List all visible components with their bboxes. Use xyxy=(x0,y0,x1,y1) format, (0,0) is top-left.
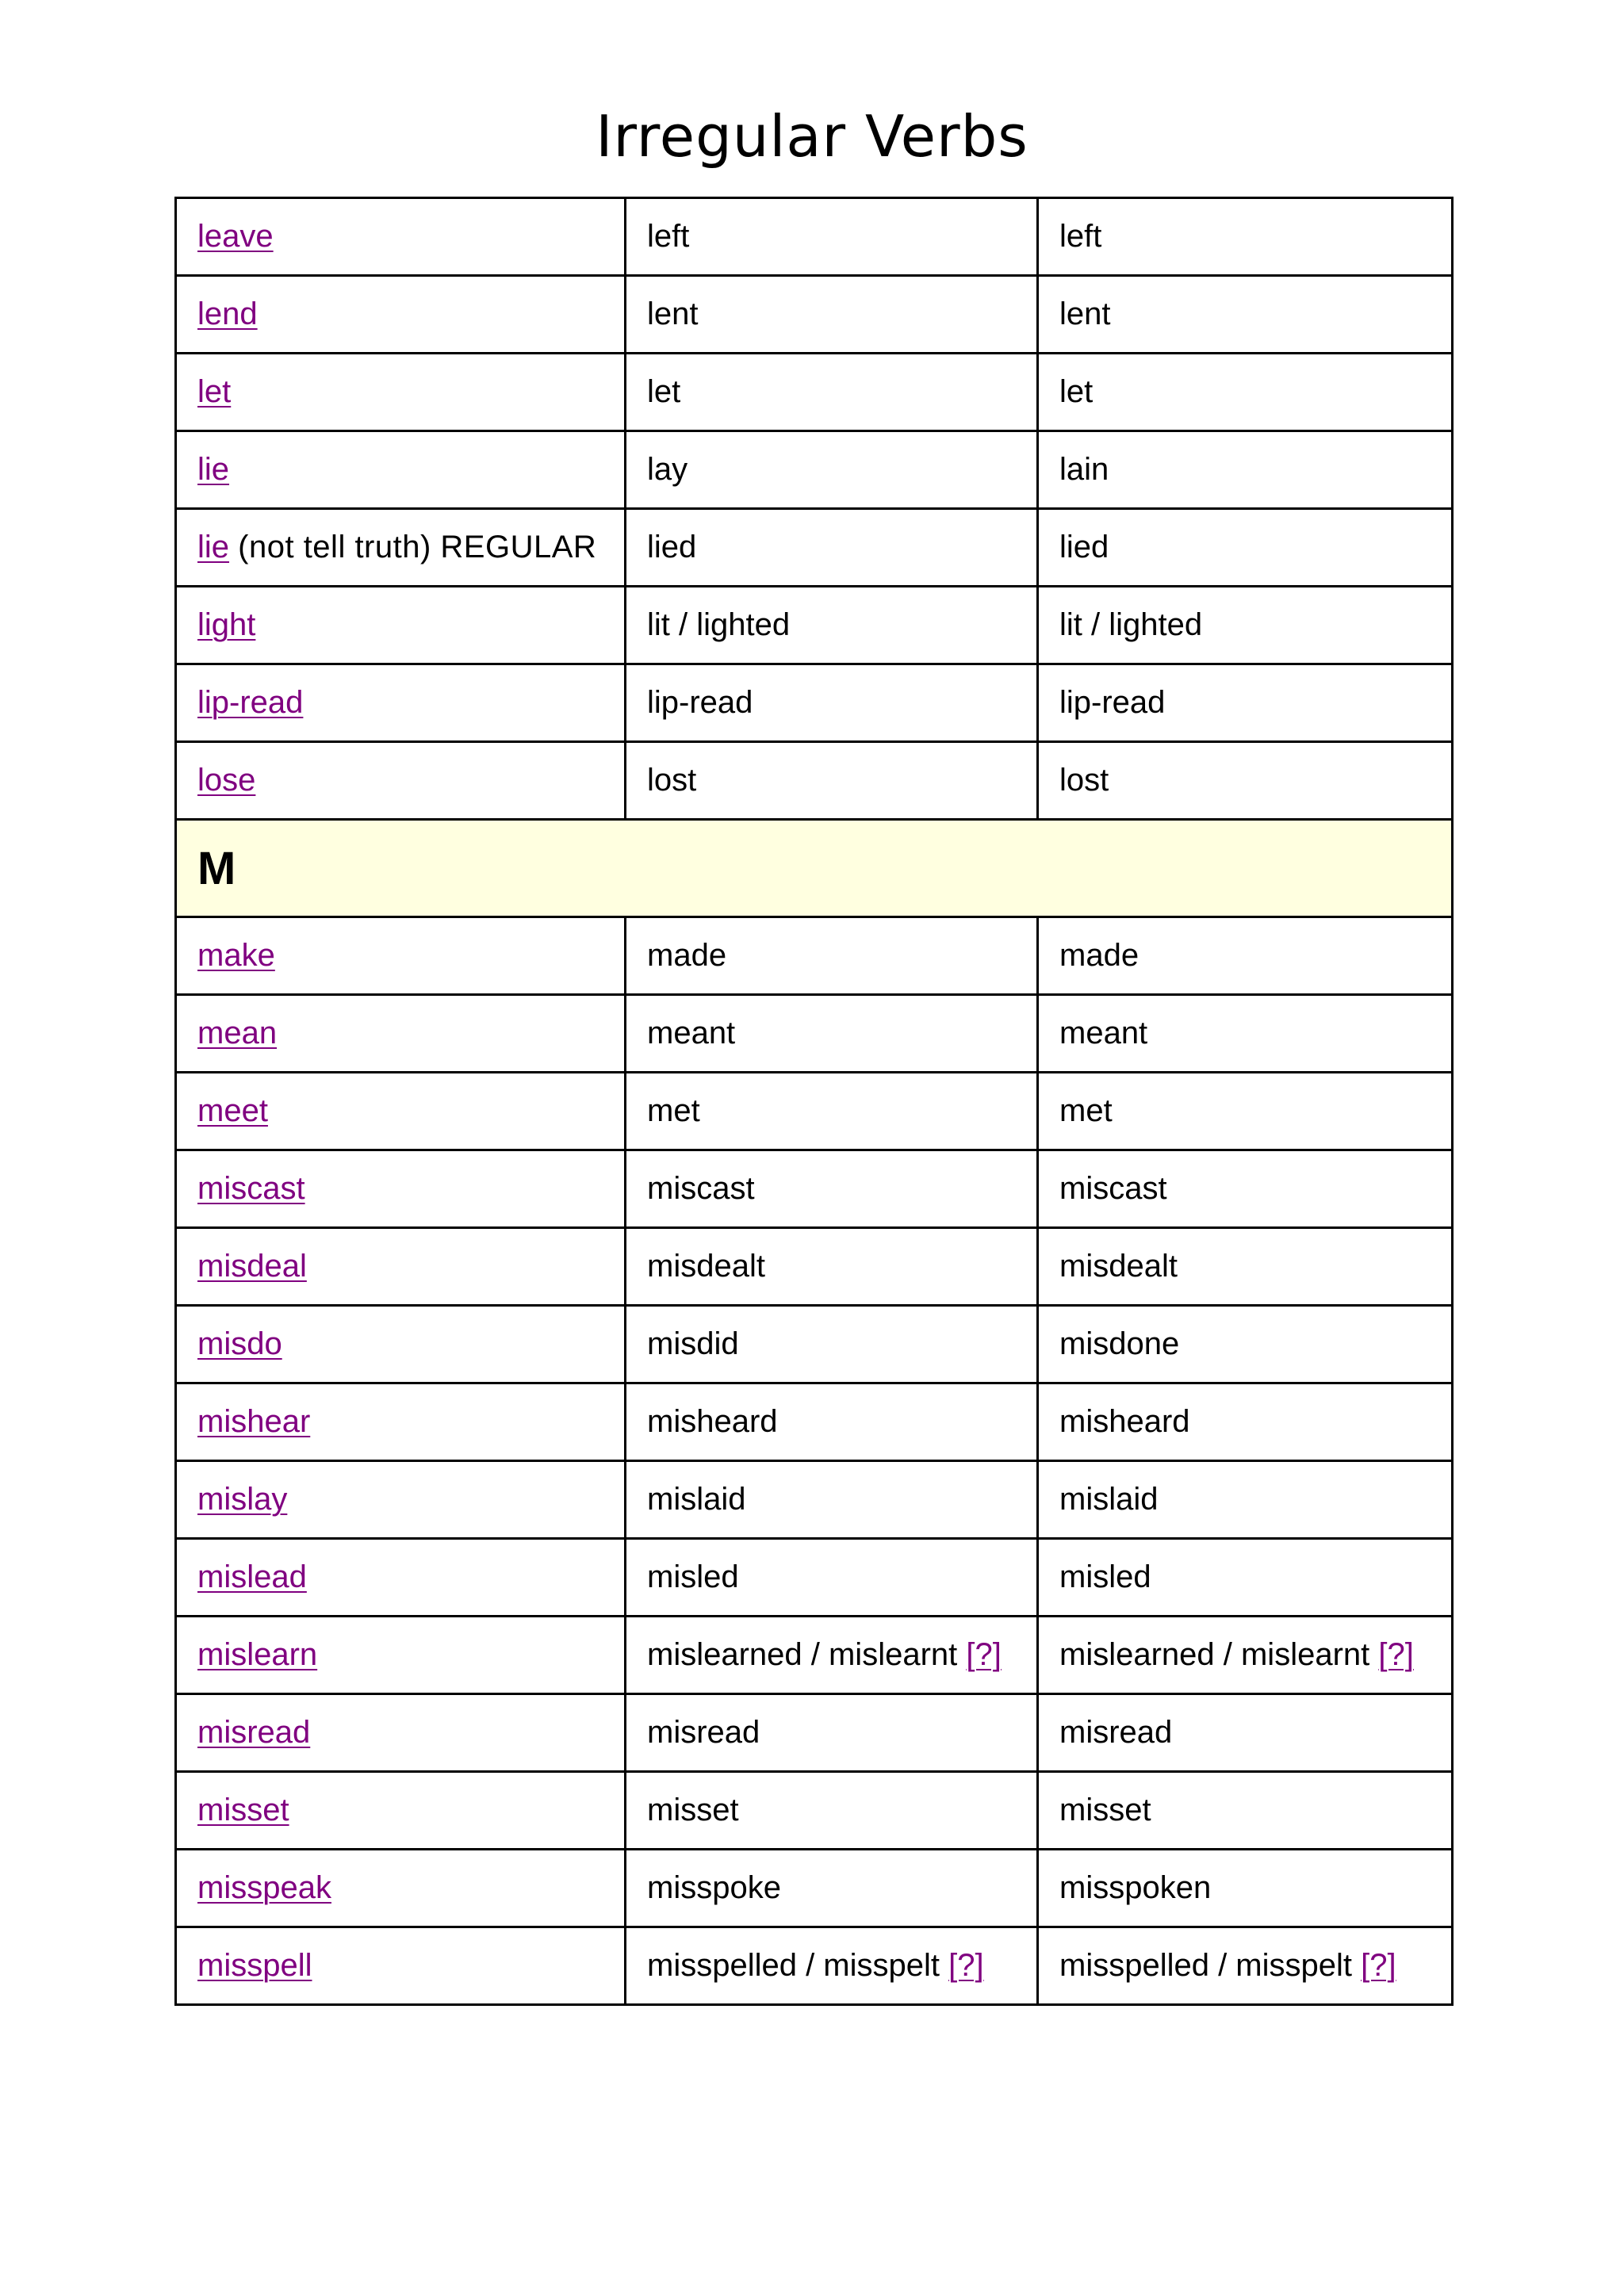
past-simple-text: misspelled / misspelt xyxy=(647,1948,940,1983)
past-simple-cell xyxy=(626,509,1038,587)
verb-link[interactable]: lose xyxy=(197,763,256,798)
verb-row xyxy=(176,1772,1453,1850)
base-form-cell xyxy=(176,1150,626,1228)
past-simple-cell xyxy=(626,1073,1038,1150)
past-participle-cell xyxy=(1038,742,1453,820)
past-participle-text: lain xyxy=(1059,452,1109,487)
reference-link[interactable]: [?] xyxy=(1378,1637,1414,1672)
past-simple-cell xyxy=(626,664,1038,742)
past-simple-cell xyxy=(626,587,1038,664)
base-form-cell xyxy=(176,1383,626,1461)
base-form-cell xyxy=(176,1073,626,1150)
verb-row xyxy=(176,917,1453,995)
past-participle-text: mislearned / mislearnt xyxy=(1059,1637,1370,1672)
verb-link[interactable]: misdo xyxy=(197,1326,282,1361)
verbs-table-body xyxy=(176,198,1453,2005)
verb-note: (not tell truth) REGULAR xyxy=(238,530,597,564)
past-simple-cell xyxy=(626,1383,1038,1461)
past-simple-text: miscast xyxy=(647,1171,755,1206)
past-participle-text: lied xyxy=(1059,530,1109,564)
verb-row xyxy=(176,1694,1453,1772)
verb-link[interactable]: misread xyxy=(197,1715,311,1750)
verb-link[interactable]: lie xyxy=(197,530,230,564)
base-form-cell xyxy=(176,354,626,431)
past-participle-text: misspoken xyxy=(1059,1870,1212,1905)
verbs-table xyxy=(174,197,1454,2006)
section-letter: M xyxy=(176,820,1453,917)
past-participle-text: lent xyxy=(1059,297,1111,331)
verb-row xyxy=(176,1228,1453,1306)
section-header-row xyxy=(176,820,1453,917)
past-participle-cell xyxy=(1038,1461,1453,1539)
past-participle-cell xyxy=(1038,509,1453,587)
past-participle-text: meant xyxy=(1059,1016,1148,1050)
base-form-cell xyxy=(176,995,626,1073)
base-form-cell xyxy=(176,742,626,820)
past-participle-text: lip-read xyxy=(1059,685,1166,720)
base-form-cell xyxy=(176,431,626,509)
past-participle-text: misset xyxy=(1059,1793,1151,1827)
past-simple-cell xyxy=(626,1150,1038,1228)
base-form-cell xyxy=(176,1461,626,1539)
past-participle-cell xyxy=(1038,198,1453,276)
past-participle-cell xyxy=(1038,664,1453,742)
past-participle-text: misspelled / misspelt xyxy=(1059,1948,1353,1983)
past-participle-text: let xyxy=(1059,374,1094,409)
base-form-cell xyxy=(176,587,626,664)
past-simple-cell xyxy=(626,917,1038,995)
verb-link[interactable]: lend xyxy=(197,297,258,331)
past-simple-text: lay xyxy=(647,452,688,487)
verb-row xyxy=(176,198,1453,276)
page-title: Irregular Verbs xyxy=(596,103,1028,170)
verb-row xyxy=(176,354,1453,431)
past-participle-text: lit / lighted xyxy=(1059,607,1203,642)
base-form-cell xyxy=(176,917,626,995)
past-simple-cell xyxy=(626,276,1038,354)
base-form-cell xyxy=(176,664,626,742)
past-participle-cell xyxy=(1038,1694,1453,1772)
past-simple-text: misdealt xyxy=(647,1249,765,1284)
reference-link[interactable]: [?] xyxy=(948,1948,984,1983)
reference-link[interactable]: [?] xyxy=(966,1637,1002,1672)
past-simple-text: misread xyxy=(647,1715,760,1750)
past-simple-cell xyxy=(626,1228,1038,1306)
past-simple-text: lied xyxy=(647,530,697,564)
past-simple-text: lost xyxy=(647,763,697,798)
past-simple-cell xyxy=(626,1772,1038,1850)
verb-link[interactable]: mean xyxy=(197,1016,278,1050)
past-participle-cell xyxy=(1038,431,1453,509)
verb-link[interactable]: mislead xyxy=(197,1559,307,1594)
verb-link[interactable]: mislay xyxy=(197,1482,288,1517)
verb-link[interactable]: mishear xyxy=(197,1404,311,1439)
past-participle-cell xyxy=(1038,1927,1453,2005)
verb-link[interactable]: misspeak xyxy=(197,1870,331,1905)
verb-link[interactable]: meet xyxy=(197,1093,268,1128)
verb-link[interactable]: light xyxy=(197,607,256,642)
verb-row xyxy=(176,1306,1453,1383)
past-simple-cell xyxy=(626,1927,1038,2005)
verb-row xyxy=(176,1383,1453,1461)
past-participle-cell xyxy=(1038,1772,1453,1850)
past-simple-cell xyxy=(626,1539,1038,1617)
past-participle-text: lost xyxy=(1059,763,1109,798)
base-form-cell xyxy=(176,1617,626,1694)
past-participle-cell xyxy=(1038,1539,1453,1617)
verb-row xyxy=(176,1927,1453,2005)
past-simple-cell xyxy=(626,1461,1038,1539)
past-simple-text: misled xyxy=(647,1559,739,1594)
verb-row xyxy=(176,995,1453,1073)
past-participle-cell xyxy=(1038,1073,1453,1150)
verb-row xyxy=(176,664,1453,742)
past-participle-text: made xyxy=(1059,938,1139,973)
past-participle-text: met xyxy=(1059,1093,1113,1128)
past-simple-cell xyxy=(626,995,1038,1073)
verb-link[interactable]: lie xyxy=(197,452,230,487)
past-participle-cell xyxy=(1038,917,1453,995)
verb-row xyxy=(176,431,1453,509)
past-simple-text: made xyxy=(647,938,727,973)
past-simple-cell xyxy=(626,198,1038,276)
past-participle-text: miscast xyxy=(1059,1171,1167,1206)
past-participle-text: misheard xyxy=(1059,1404,1190,1439)
past-participle-text: mislaid xyxy=(1059,1482,1159,1517)
past-simple-cell xyxy=(626,1306,1038,1383)
verb-row xyxy=(176,1539,1453,1617)
past-simple-text: misheard xyxy=(647,1404,778,1439)
verb-link[interactable]: leave xyxy=(197,219,274,254)
past-simple-text: lip-read xyxy=(647,685,753,720)
verb-link[interactable]: miscast xyxy=(197,1171,305,1206)
past-simple-text: lent xyxy=(647,297,699,331)
past-participle-cell xyxy=(1038,995,1453,1073)
verb-row xyxy=(176,1617,1453,1694)
base-form-cell xyxy=(176,1539,626,1617)
past-participle-cell xyxy=(1038,587,1453,664)
past-simple-text: lit / lighted xyxy=(647,607,791,642)
past-participle-cell xyxy=(1038,1306,1453,1383)
verb-row xyxy=(176,1850,1453,1927)
verb-link[interactable]: make xyxy=(197,938,275,973)
past-simple-text: met xyxy=(647,1093,700,1128)
past-simple-text: left xyxy=(647,219,690,254)
verb-row xyxy=(176,742,1453,820)
past-simple-cell xyxy=(626,742,1038,820)
base-form-cell xyxy=(176,1772,626,1850)
verb-row xyxy=(176,1150,1453,1228)
past-participle-text: misdone xyxy=(1059,1326,1180,1361)
past-simple-text: let xyxy=(647,374,681,409)
past-participle-cell xyxy=(1038,354,1453,431)
past-simple-cell xyxy=(626,1694,1038,1772)
past-simple-cell xyxy=(626,1617,1038,1694)
base-form-cell xyxy=(176,1927,626,2005)
base-form-cell xyxy=(176,1306,626,1383)
past-participle-text: misread xyxy=(1059,1715,1173,1750)
past-simple-text: meant xyxy=(647,1016,736,1050)
past-participle-cell xyxy=(1038,1228,1453,1306)
past-simple-cell xyxy=(626,431,1038,509)
base-form-cell xyxy=(176,1694,626,1772)
reference-link[interactable]: [?] xyxy=(1361,1948,1396,1983)
past-participle-cell xyxy=(1038,1617,1453,1694)
past-participle-cell xyxy=(1038,276,1453,354)
past-simple-cell xyxy=(626,354,1038,431)
past-simple-cell xyxy=(626,1850,1038,1927)
verb-row xyxy=(176,276,1453,354)
past-participle-text: left xyxy=(1059,219,1102,254)
verb-link[interactable]: misdeal xyxy=(197,1249,307,1284)
verb-row xyxy=(176,587,1453,664)
verb-row xyxy=(176,509,1453,587)
verb-row xyxy=(176,1073,1453,1150)
past-simple-text: misspoke xyxy=(647,1870,781,1905)
past-participle-cell xyxy=(1038,1383,1453,1461)
past-participle-cell xyxy=(1038,1150,1453,1228)
past-participle-text: misdealt xyxy=(1059,1249,1178,1284)
verb-link[interactable]: mislearn xyxy=(197,1637,318,1672)
base-form-cell xyxy=(176,1228,626,1306)
verb-link[interactable]: lip-read xyxy=(197,685,304,720)
verb-link[interactable]: misset xyxy=(197,1793,289,1827)
base-form-cell xyxy=(176,276,626,354)
past-simple-text: misset xyxy=(647,1793,739,1827)
past-simple-text: mislaid xyxy=(647,1482,746,1517)
verb-row xyxy=(176,1461,1453,1539)
base-form-cell xyxy=(176,1850,626,1927)
verb-link[interactable]: let xyxy=(197,374,232,409)
past-participle-text: misled xyxy=(1059,1559,1151,1594)
verb-link[interactable]: misspell xyxy=(197,1948,312,1983)
past-simple-text: misdid xyxy=(647,1326,739,1361)
base-form-cell xyxy=(176,509,626,587)
base-form-cell xyxy=(176,198,626,276)
past-simple-text: mislearned / mislearnt xyxy=(647,1637,958,1672)
past-participle-cell xyxy=(1038,1850,1453,1927)
